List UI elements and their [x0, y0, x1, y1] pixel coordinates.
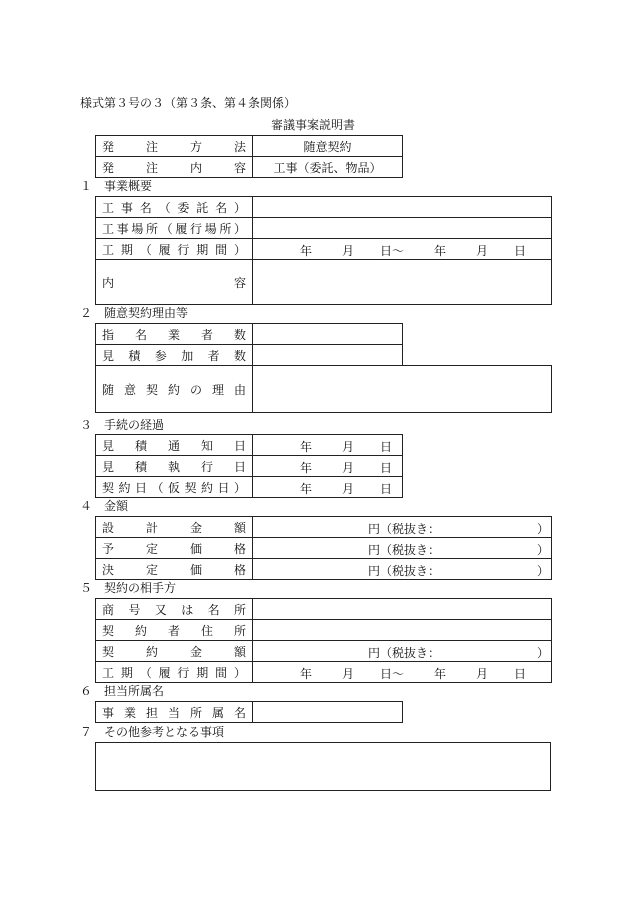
decided-yen: 円（税抜き： [368, 564, 441, 578]
nominated-label: 指名業者数 [96, 324, 253, 345]
notice-date-field[interactable] [253, 435, 403, 456]
contract-amount-label: 契約金額 [96, 641, 253, 662]
department-field[interactable] [253, 702, 403, 723]
period-start-month: 月 [342, 244, 355, 258]
notice-day: 日 [380, 440, 393, 454]
period-end-month: 月 [476, 244, 489, 258]
notice-date-label: 見積通知日 [96, 435, 253, 456]
design-amount-label: 設計金額 [96, 517, 253, 538]
section-7-title: ７ その他参考となる事項 [80, 725, 225, 739]
contractor-address-field[interactable] [253, 620, 552, 641]
contractor-address-label: 契約者住所 [96, 620, 253, 641]
decided-price-field[interactable] [253, 559, 552, 580]
cp-start-day: 日～ [380, 667, 405, 681]
notice-year: 年 [300, 440, 313, 454]
project-place-label: 工事場所（履行場所） [96, 218, 253, 239]
design-yen: 円（税抜き： [368, 522, 441, 536]
project-content-label: 内容 [96, 260, 253, 305]
section-6-title: ６ 担当所属名 [80, 684, 165, 698]
period-end-year: 年 [434, 244, 447, 258]
contract-amount-field[interactable] [253, 641, 552, 662]
contract-date-field[interactable] [253, 477, 403, 498]
cp-end-month: 月 [476, 667, 489, 681]
trade-name-field[interactable] [253, 599, 552, 620]
contract-period-label: 工期（履行期間） [96, 662, 253, 683]
planned-price-field[interactable] [253, 538, 552, 559]
planned-price-label: 予定価格 [96, 538, 253, 559]
department-table [95, 701, 403, 723]
method-value[interactable]: 随意契約 [253, 136, 403, 157]
contract-close: ） [537, 646, 550, 660]
remarks-field[interactable] [95, 742, 551, 791]
form-id: 様式第３号の３（第３条、第４条関係） [80, 96, 297, 110]
section-5-title: ５ 契約の相手方 [80, 581, 177, 595]
exec-date-label: 見積執行日 [96, 456, 253, 477]
project-name-field[interactable] [253, 197, 552, 218]
nominated-field[interactable] [253, 324, 403, 345]
exec-day: 日 [380, 461, 393, 475]
project-content-field[interactable] [253, 260, 552, 305]
project-period-label: 工期（履行期間） [96, 239, 253, 260]
contract-period-field[interactable] [253, 662, 552, 683]
project-period-field[interactable] [253, 239, 552, 260]
contract-day: 日 [380, 482, 393, 496]
content-value[interactable]: 工事（委託、物品） [253, 157, 403, 178]
decided-price-label: 決定価格 [96, 559, 253, 580]
reason-table-counts [95, 323, 403, 366]
exec-year: 年 [300, 461, 313, 475]
contract-year: 年 [300, 482, 313, 496]
decided-close: ） [537, 564, 550, 578]
planned-yen: 円（税抜き： [368, 543, 441, 557]
trade-name-label: 商号又は名所 [96, 599, 253, 620]
design-amount-field[interactable] [253, 517, 552, 538]
section-1-title: １ 事業概要 [80, 179, 153, 193]
period-start-day: 日～ [380, 244, 405, 258]
estimate-participants-field[interactable] [253, 345, 403, 366]
design-close: ） [537, 522, 550, 536]
section-4-title: ４ 金額 [80, 499, 129, 513]
cp-end-day: 日 [514, 667, 527, 681]
counterparty-table [95, 598, 552, 683]
project-place-field[interactable] [253, 218, 552, 239]
order-table [95, 135, 403, 178]
period-end-day: 日 [514, 244, 527, 258]
contract-yen: 円（税抜き： [368, 646, 441, 660]
period-start-year: 年 [300, 244, 313, 258]
reason-label: 随意契約の理由 [96, 366, 253, 413]
project-table [95, 196, 552, 305]
section-2-title: ２ 随意契約理由等 [80, 306, 189, 320]
planned-close: ） [537, 543, 550, 557]
contract-month: 月 [342, 482, 355, 496]
cp-end-year: 年 [434, 667, 447, 681]
contract-date-label: 契約日（仮契約日） [96, 477, 253, 498]
exec-date-field[interactable] [253, 456, 403, 477]
document-title: 審議事案説明書 [271, 118, 356, 132]
estimate-participants-label: 見積参加者数 [96, 345, 253, 366]
cp-start-month: 月 [342, 667, 355, 681]
cp-start-year: 年 [300, 667, 313, 681]
amount-table [95, 516, 552, 580]
reason-field[interactable] [253, 366, 552, 413]
method-label: 発注方法 [96, 136, 253, 157]
exec-month: 月 [342, 461, 355, 475]
content-label: 発注内容 [96, 157, 253, 178]
project-name-label: 工事名（委託名） [96, 197, 253, 218]
procedure-table [95, 434, 403, 498]
notice-month: 月 [342, 440, 355, 454]
section-3-title: ３ 手続の経過 [80, 418, 165, 432]
department-label: 事業担当所属名 [96, 702, 253, 723]
reason-table [95, 365, 552, 413]
